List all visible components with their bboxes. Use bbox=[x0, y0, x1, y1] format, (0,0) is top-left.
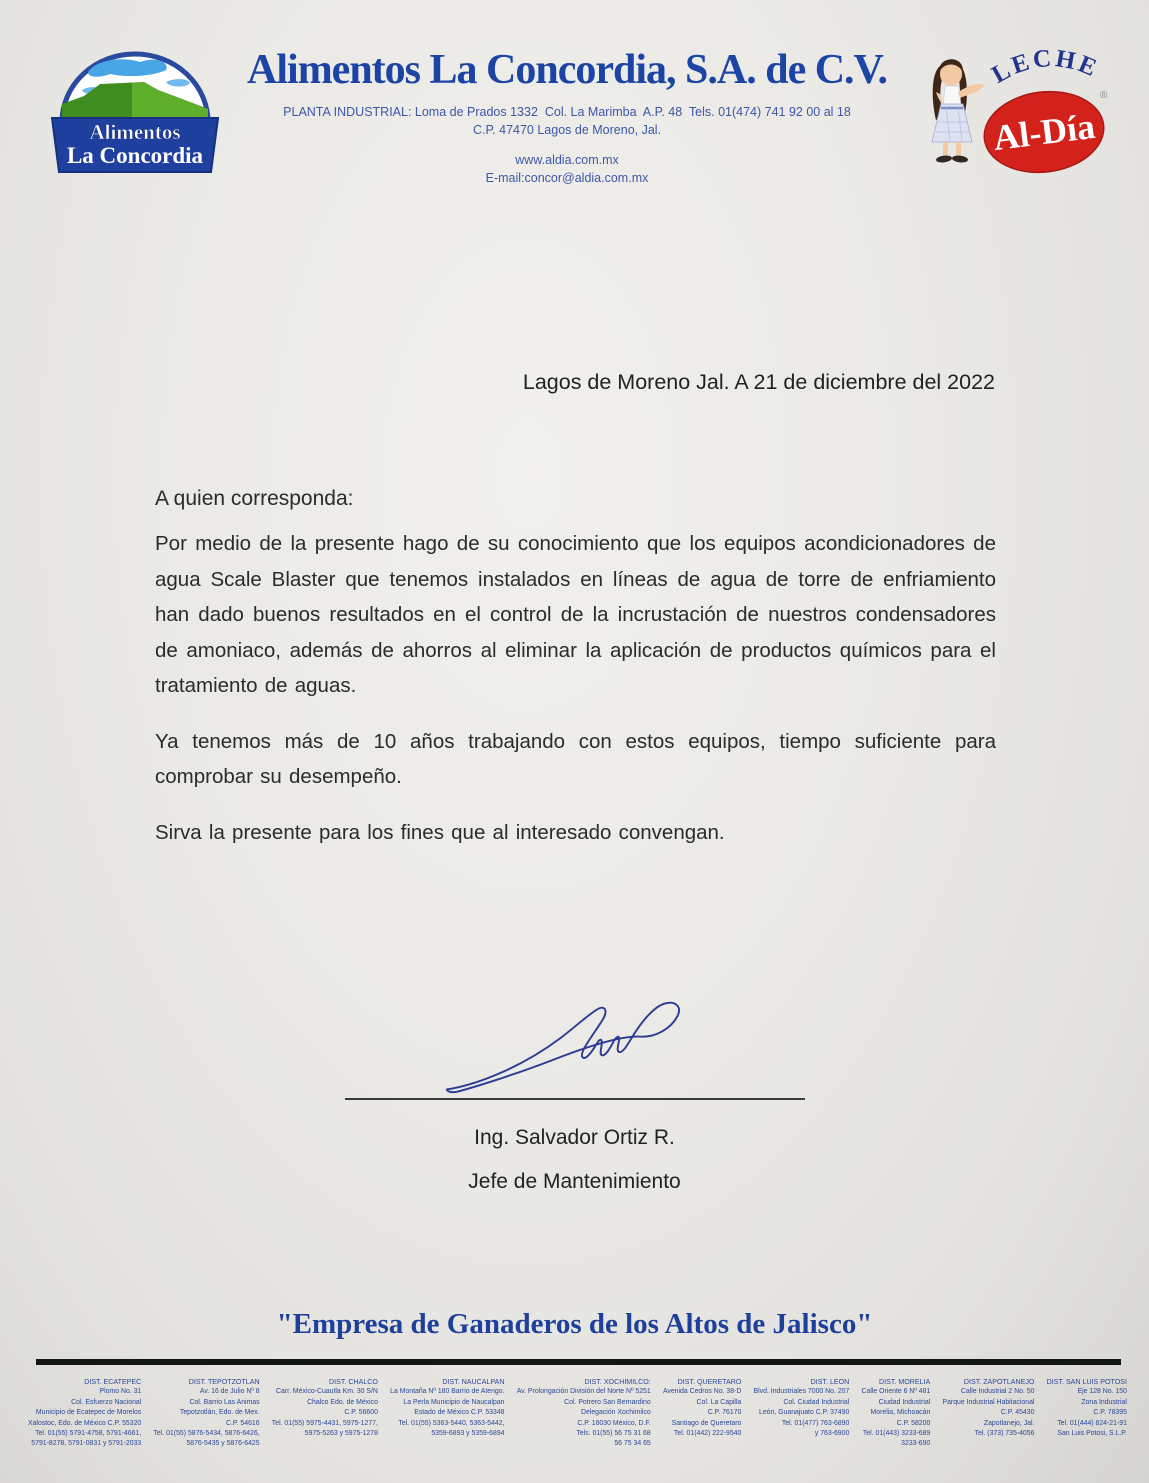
distributor-name: DIST. LEON bbox=[810, 1378, 850, 1386]
distributor-address-line: 3233-690 bbox=[901, 1440, 931, 1448]
aldia-mascot-girl-icon bbox=[932, 59, 984, 163]
email-text: E-mail:concor@aldia.com.mx bbox=[485, 171, 649, 185]
distributor-address-line: Estado de México C.P. 53348 bbox=[414, 1409, 505, 1417]
distributor-column bbox=[943, 1377, 1035, 1450]
aldia-name-text: Al-Día bbox=[990, 105, 1098, 159]
distributor-address-line: Zona Industrial bbox=[1081, 1398, 1127, 1406]
distributor-address-line: Tel. 01(55) 5791-4758, 5791-4661, bbox=[35, 1430, 142, 1438]
distributor-address-line: Calle Industrial 2 No. 50 bbox=[960, 1388, 1035, 1396]
logo-text-line1: Alimentos bbox=[89, 120, 181, 144]
signature-block bbox=[0, 998, 1149, 1194]
company-tagline: "Empresa de Ganaderos de los Altos de Jalisco" bbox=[276, 1308, 873, 1340]
distributor-address-line: C.P. 16030 México, D.F. bbox=[577, 1419, 651, 1427]
distributor-name: DIST. MORELIA bbox=[879, 1378, 931, 1386]
salutation: A quien corresponda: bbox=[155, 487, 354, 510]
letterhead bbox=[48, 42, 1108, 187]
distributor-address-line: Tel. 01(444) 824-21-91 bbox=[1057, 1419, 1127, 1427]
distributor-address-line: Calle Oriente 6 Nº 481 bbox=[861, 1388, 931, 1396]
distributor-address-line: C.P. 58200 bbox=[896, 1419, 931, 1427]
signer-title: Jefe de Mantenimiento bbox=[468, 1170, 681, 1193]
distributor-address-line: Delegación Xochimilco bbox=[581, 1409, 651, 1417]
distributor-column bbox=[754, 1377, 850, 1450]
distributor-address-line: Ciudad Industrial bbox=[878, 1398, 931, 1406]
distributor-address-line: Tel. 01(55) 5876-5434, 5876-6426, bbox=[153, 1430, 260, 1438]
handwritten-signature bbox=[418, 993, 731, 1104]
distributor-column bbox=[153, 1377, 259, 1450]
distributor-name: DIST. TEPOTZOTLAN bbox=[188, 1378, 260, 1386]
address-line-1: PLANTA INDUSTRIAL: Loma de Prados 1332 Col. La Marimba A.P. 48 Tels. 01(474) 741 92 00 al 18 bbox=[283, 105, 851, 119]
distributor-column bbox=[517, 1377, 651, 1450]
body-paragraph-1: Por medio de la presente hago de su conocimiento que los equipos acondicionadores de agua Scale Blaster que tenemos instalados en líneas de agua de torre de enfriamiento han dado buenos resultados en el control de la incrustación de nuestros condensadores de amoniaco, además de ahorros al eliminar la aplicación de productos químicos para el tratamiento de aguas. bbox=[155, 532, 996, 697]
aldia-logo bbox=[912, 42, 1108, 180]
letterhead-center bbox=[222, 42, 912, 187]
distributor-column bbox=[1047, 1377, 1127, 1450]
distributor-address-line: C.P. 56600 bbox=[344, 1409, 378, 1417]
distributor-column bbox=[663, 1377, 741, 1450]
distributor-column bbox=[862, 1377, 931, 1450]
distributor-address-line: Morelia, Michoacán bbox=[870, 1409, 931, 1417]
distributor-column bbox=[390, 1377, 504, 1450]
distributor-address-line: Santiago de Queretaro bbox=[671, 1419, 742, 1427]
distributor-address-line: Municipio de Ecatepec de Morelos bbox=[35, 1409, 142, 1417]
distributor-address-line: 5975-5263 y 5975-1278 bbox=[304, 1430, 378, 1438]
distributor-address-line: La Montaña Nº 180 Barrio de Atengo. bbox=[390, 1388, 505, 1396]
leche-arc-text: LECHE bbox=[987, 44, 1104, 89]
distributor-address-line: Col. Ciudad Industrial bbox=[783, 1398, 850, 1406]
distributor-column bbox=[272, 1377, 378, 1450]
distributor-address-line: Col. Barrio Las Animas bbox=[189, 1398, 260, 1406]
website-text: www.aldia.com.mx bbox=[515, 153, 619, 167]
distributor-column bbox=[28, 1377, 141, 1450]
distributor-address-line: Tel. 01(55) 5975-4431, 5975-1277, bbox=[271, 1419, 378, 1427]
body-paragraph-3: Sirva la presente para los fines que al interesado convengan. bbox=[155, 820, 725, 844]
distributor-address-line: C.P. 54616 bbox=[226, 1419, 260, 1427]
distributor-address-line: 5876-5435 y 5876-6425 bbox=[186, 1440, 260, 1448]
distributor-address-line: Xalostoc, Edo. de México C.P. 55320 bbox=[28, 1419, 142, 1427]
distributor-address-line: Tepotzotlán, Edo. de Mex. bbox=[179, 1409, 260, 1417]
distributor-address-line: 5359-6893 y 5359-6894 bbox=[431, 1430, 505, 1438]
distributor-address-line: Zapotlanejo, Jal. bbox=[983, 1419, 1035, 1427]
distributor-address-line: Tel. 01(55) 5363-5440, 5363-5442, bbox=[398, 1419, 505, 1427]
distributor-address-line: Tel. 01(477) 763-6890 bbox=[781, 1419, 850, 1427]
dateline: Lagos de Moreno Jal. A 21 de diciembre del 2022 bbox=[522, 370, 995, 394]
distributor-address-line: Tel. (373) 735-4056 bbox=[974, 1430, 1035, 1438]
body-paragraph-2: Ya tenemos más de 10 años trabajando con estos equipos, tiempo suficiente para comprobar su desempeño. bbox=[155, 729, 996, 788]
distributor-name: DIST. QUERETARO bbox=[677, 1378, 742, 1386]
distributor-address-line: Blvd. Industriales 7000 No. 207 bbox=[753, 1388, 850, 1396]
distributor-address-line: Parque Industrial Habitacional bbox=[942, 1398, 1035, 1406]
company-logo bbox=[48, 42, 222, 176]
footer-divider-bar bbox=[36, 1359, 1121, 1365]
distributor-address-line: Tel. 01(443) 3233-689 bbox=[862, 1430, 931, 1438]
company-name: Alimentos La Concordia, S.A. de C.V. bbox=[247, 47, 887, 93]
distributor-name: DIST. ZAPOTLANEJO bbox=[963, 1378, 1035, 1386]
distributor-name: DIST. XOCHIMILCO: bbox=[584, 1378, 651, 1386]
letter-content bbox=[155, 484, 996, 870]
distributor-address-line: C.P. 76170 bbox=[707, 1409, 742, 1417]
signature-line bbox=[345, 1098, 805, 1100]
distributor-address-line: 56 75 34 65 bbox=[614, 1440, 651, 1448]
distributor-name: DIST. ECATEPEC bbox=[84, 1378, 142, 1386]
distributor-address-line: León, Guanajuato C.P. 37490 bbox=[759, 1409, 850, 1417]
distributor-address-line: Avenida Cedros No. 38-D bbox=[662, 1388, 742, 1396]
distributor-name: DIST. CHALCO bbox=[329, 1378, 378, 1386]
distributor-address-line: Plomo No. 31 bbox=[99, 1388, 142, 1396]
distributor-address-line: Chalco Edo. de México bbox=[307, 1398, 378, 1406]
distributor-address-line: Av. Prolongación División del Norte Nº 5251 bbox=[516, 1388, 651, 1396]
signer-name: Ing. Salvador Ortiz R. bbox=[474, 1126, 675, 1149]
distributor-address-line: C.P. 78395 bbox=[1093, 1409, 1127, 1417]
distributor-address-line: Col. Potrero San Bernardino bbox=[564, 1398, 651, 1406]
logo-text-line2: La Concordia bbox=[66, 143, 204, 168]
distributor-list bbox=[28, 1377, 1127, 1450]
distributor-address-line: Tel. 01(442) 222-9540 bbox=[673, 1430, 742, 1438]
distributor-address-line: Eje 128 No. 150 bbox=[1077, 1388, 1127, 1396]
address-line-2: C.P. 47470 Lagos de Moreno, Jal. bbox=[472, 123, 662, 137]
distributor-address-line: 5791-8278, 5791-0831 y 5791-2033 bbox=[31, 1440, 142, 1448]
distributor-address-line: Col. La Capilla bbox=[696, 1398, 742, 1406]
distributor-address-line: San Luis Potosi, S.L.P. bbox=[1057, 1430, 1127, 1438]
distributor-address-line: La Perla Municipio de Naucalpan bbox=[403, 1398, 505, 1406]
distributor-address-line: Col. Esfuerzo Nacional bbox=[71, 1398, 142, 1406]
distributor-name: DIST. NAUCALPAN bbox=[442, 1378, 505, 1386]
distributor-address-line: Av. 16 de Julio Nº 8 bbox=[199, 1388, 260, 1396]
distributor-address-line: y 763-6900 bbox=[814, 1430, 850, 1438]
registered-mark: ® bbox=[1100, 90, 1108, 101]
distributor-address-line: Tels. 01(55) 56 75 31 68 bbox=[576, 1430, 651, 1438]
distributor-address-line: C.P. 45430 bbox=[1000, 1409, 1035, 1417]
distributor-address-line: Carr. México-Cuautla Km. 30 S/N bbox=[276, 1388, 378, 1396]
distributor-name: DIST. SAN LUIS POTOSI bbox=[1046, 1378, 1127, 1386]
